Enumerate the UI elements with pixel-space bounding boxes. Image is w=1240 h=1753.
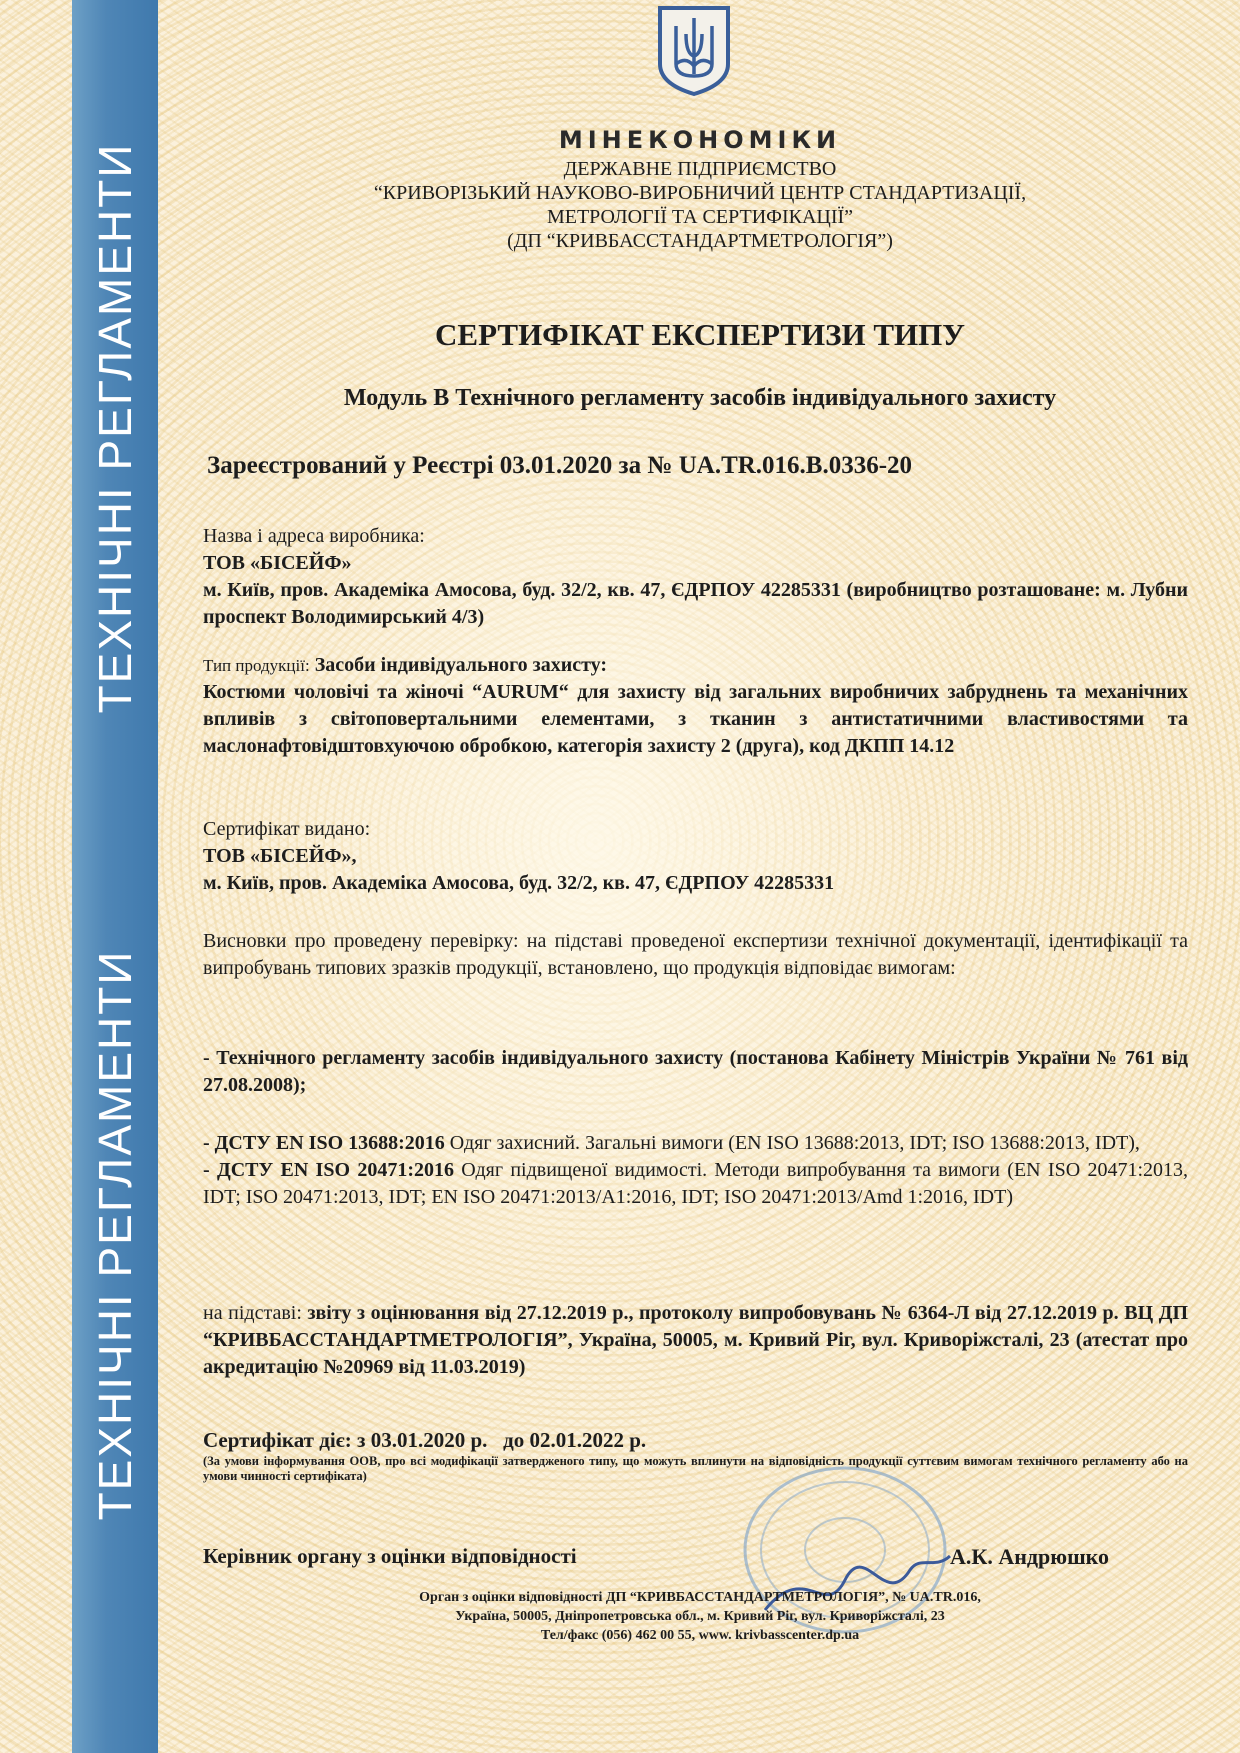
footer-line: Тел/факс (056) 462 00 55, www. krivbasscenter.dp.ua bbox=[540, 1628, 860, 1643]
basis-prefix: на підставі: bbox=[203, 1302, 302, 1324]
basis-section bbox=[203, 1300, 1188, 1381]
issuer-organization bbox=[200, 157, 1200, 253]
conclusions-text: Висновки про проведену перевірку: на підставі проведеної експертизи технічної документації, ідентифікації та випробувань типових зразків продукції, встановлено, що продукція відповідає вимогам: bbox=[203, 930, 1188, 979]
issued-to-address: м. Київ, пров. Академіка Амосова, буд. 32/2, кв. 47, ЄДРПОУ 42285331 bbox=[203, 872, 835, 894]
standard-text: Одяг підвищеної видимості. Методи випробування та вимоги (EN ISO 20471:2013, IDT; ISO 20471:2013, IDT; EN ISO 20471:2013/A1:2016, IDT; ISO 20471:2013/Amd 1:2016, IDT) bbox=[203, 1159, 1188, 1208]
signatory-name: А.К. Андрюшко bbox=[950, 1544, 1110, 1569]
standards-list bbox=[203, 1130, 1188, 1211]
org-line: (ДП “КРИВБАССТАНДАРТМЕТРОЛОГІЯ”) bbox=[507, 230, 893, 252]
standard-text: Одяг захисний. Загальні вимоги (EN ISO 13688:2013, IDT; ISO 13688:2013, IDT), bbox=[449, 1132, 1140, 1154]
product-type: Засоби індивідуального захисту: bbox=[314, 654, 608, 676]
issued-to-name: ТОВ «БІСЕЙФ», bbox=[203, 845, 357, 867]
manufacturer-label: Назва і адреса виробника: bbox=[203, 525, 425, 547]
signatory-title: Керівник органу з оцінки відповідності bbox=[203, 1544, 577, 1568]
manufacturer-section bbox=[203, 523, 1188, 631]
validity-section bbox=[203, 1427, 1188, 1484]
manufacturer-name: ТОВ «БІСЕЙФ» bbox=[203, 552, 352, 574]
validity-period: Сертифікат діє: з 03.01.2020 р. до 02.01.2022 р. bbox=[203, 1428, 647, 1452]
issued-to-section bbox=[203, 816, 1188, 897]
validity-note: (За умови інформування ООВ, про всі модифікації затвердженого типу, що можуть вплинути на відповідність продукції суттєвим вимогам технічного регламенту або на умови чинності сертифіката) bbox=[203, 1454, 1188, 1483]
org-line: “КРИВОРІЗЬКИЙ НАУКОВО-ВИРОБНИЧИЙ ЦЕНТР СТАНДАРТИЗАЦІЇ, bbox=[373, 182, 1027, 204]
standard-item bbox=[203, 1130, 1188, 1157]
basis-text: звіту з оцінювання від 27.12.2019 р., протоколу випробовувань № 6364-Л від 27.12.2019 р. ВЦ ДП “КРИВБАССТАНДАРТМЕТРОЛОГІЯ”, Україна, 50005, м. Кривий Ріг, вул. Криворіжсталі, 23 (атестат про акредитацію №20969 від 11.03.2019) bbox=[203, 1302, 1189, 1378]
side-band-text-top: ТЕХНІЧНІ РЕГЛАМЕНТИ bbox=[89, 142, 141, 714]
org-line: МЕТРОЛОГІЇ ТА СЕРТИФІКАЦІЇ” bbox=[546, 206, 854, 228]
certificate-title: СЕРТИФІКАТ ЕКСПЕРТИЗИ ТИПУ bbox=[435, 317, 965, 352]
org-line: ДЕРЖАВНЕ ПІДПРИЄМСТВО bbox=[563, 158, 837, 180]
footer bbox=[200, 1588, 1200, 1645]
product-label: Тип продукції: bbox=[203, 656, 310, 675]
side-band-text-bottom: ТЕХНІЧНІ РЕГЛАМЕНТИ bbox=[89, 949, 141, 1521]
certificate-module: Модуль В Технічного регламенту засобів індивідуального захисту bbox=[343, 385, 1057, 411]
trident-emblem-icon bbox=[656, 4, 732, 98]
ministry-name: МІНЕКОНОМІКИ bbox=[558, 126, 842, 154]
footer-line: Україна, 50005, Дніпропетровська обл., м. Кривий Ріг, вул. Криворіжсталі, 23 bbox=[455, 1609, 945, 1624]
issued-to-label: Сертифікат видано: bbox=[203, 818, 371, 840]
standard-item bbox=[203, 1157, 1188, 1211]
regulation-requirement: - Технічного регламенту засобів індивідуального захисту (постанова Кабінету Міністрів України № 761 від 27.08.2008); bbox=[203, 1047, 1188, 1096]
standard-code: - ДСТУ EN ISO 20471:2016 bbox=[203, 1159, 454, 1181]
manufacturer-address: м. Київ, пров. Академіка Амосова, буд. 32/2, кв. 47, ЄДРПОУ 42285331 (виробництво розташоване: м. Лубни проспект Володимирський 4/3) bbox=[203, 579, 1188, 628]
footer-line: Орган з оцінки відповідності ДП “КРИВБАССТАНДАРТМЕТРОЛОГІЯ”, № UA.TR.016, bbox=[419, 1590, 981, 1605]
product-section bbox=[203, 652, 1188, 760]
product-description: Костюми чоловічі та жіночі “AURUM“ для захисту від загальних виробничих забруднень та механічних впливів з світоповертальними елементами, з тканин з антистатичними властивостями та маслонафтовідштовхуючою обробкою, категорія захисту 2 (друга), код ДКПП 14.12 bbox=[203, 681, 1188, 757]
registration-line: Зареєстрований у Реєстрі 03.01.2020 за № UA.TR.016.B.0336-20 bbox=[207, 452, 913, 479]
standard-code: - ДСТУ EN ISO 13688:2016 bbox=[203, 1132, 445, 1154]
